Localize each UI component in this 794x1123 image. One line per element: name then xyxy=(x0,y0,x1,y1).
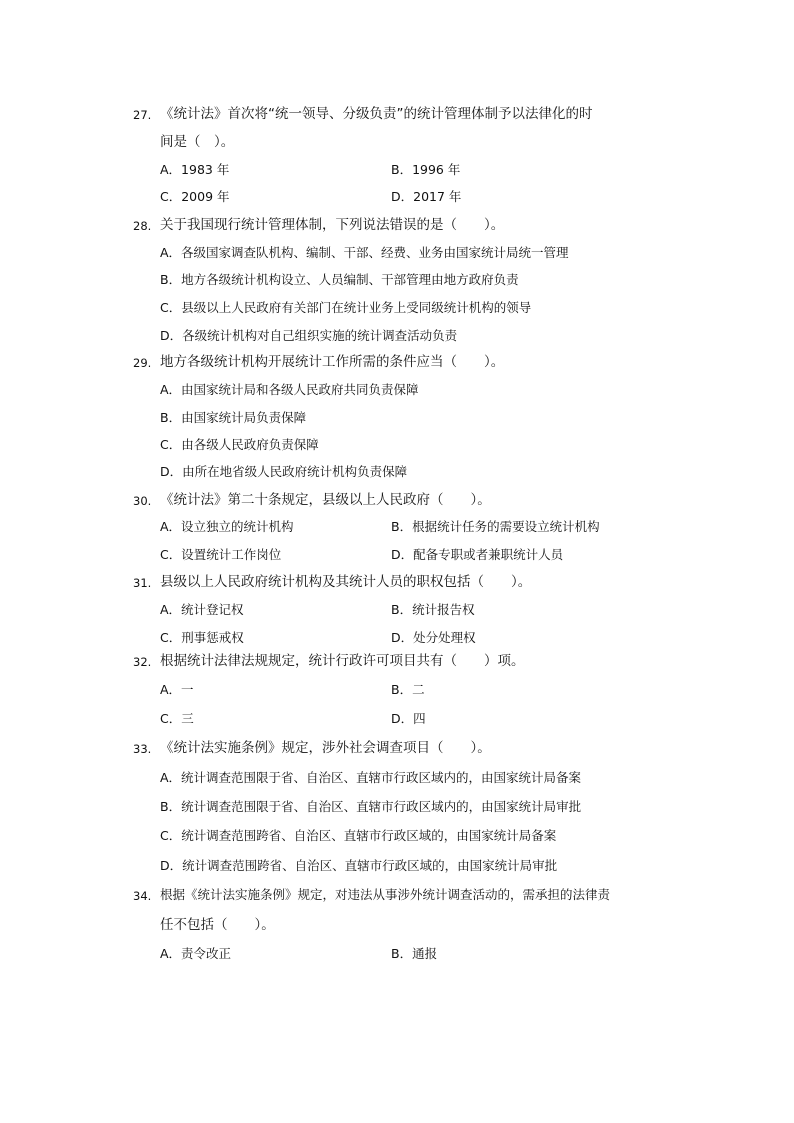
option-b: B．二 xyxy=(391,682,425,697)
question-number: 34. xyxy=(133,889,152,903)
question-stem: 《统计法实施条例》规定，涉外社会调查项目（ ）。 xyxy=(160,740,491,756)
question-number: 28. xyxy=(133,219,152,233)
option-b: B．地方各级统计机构设立、人员编制、干部管理由地方政府负责 xyxy=(160,272,519,287)
question-stem: 县级以上人民政府统计机构及其统计人员的职权包括（ ）。 xyxy=(160,574,532,590)
question-stem: 根据《统计法实施条例》规定，对违法从事涉外统计调查活动的，需承担的法律责 xyxy=(160,887,611,902)
question-number: 31. xyxy=(133,576,152,590)
option-d: D．由所在地省级人民政府统计机构负责保障 xyxy=(160,464,408,479)
option-b: B．由国家统计局负责保障 xyxy=(160,410,307,425)
option-c: C．刑事惩戒权 xyxy=(160,630,244,645)
question-number: 33. xyxy=(133,742,152,756)
question-number: 32. xyxy=(133,655,152,669)
option-b: B．1996 年 xyxy=(391,162,461,177)
option-a: A．统计登记权 xyxy=(160,602,244,617)
question-number: 27. xyxy=(133,108,152,122)
option-c: C．县级以上人民政府有关部门在统计业务上受同级统计机构的领导 xyxy=(160,300,532,315)
question-number: 29. xyxy=(133,356,152,370)
question-stem: 关于我国现行统计管理体制，下列说法错误的是（ ）。 xyxy=(160,217,505,233)
option-d: D．处分处理权 xyxy=(391,630,476,645)
question-stem: 《统计法》首次将“统一领导、分级负责”的统计管理体制予以法律化的时 xyxy=(160,106,593,122)
option-d: D．配备专职或者兼职统计人员 xyxy=(391,547,564,562)
option-a: A．各级国家调查队机构、编制、干部、经费、业务由国家统计局统一管理 xyxy=(160,245,569,260)
question-stem: 根据统计法律法规规定，统计行政许可项目共有（ ）项。 xyxy=(160,653,525,669)
question-number: 30. xyxy=(133,494,152,508)
option-a: A．统计调查范围限于省、自治区、直辖市行政区域内的，由国家统计局备案 xyxy=(160,770,582,785)
option-a: A．责令改正 xyxy=(160,946,232,961)
option-c: C．统计调查范围跨省、自治区、直辖市行政区域的，由国家统计局备案 xyxy=(160,828,557,843)
option-d: D．四 xyxy=(391,711,426,726)
question-stem: 《统计法》第二十条规定，县级以上人民政府（ ）。 xyxy=(160,492,491,508)
option-c: C．三 xyxy=(160,711,194,726)
option-d: D．统计调查范围跨省、自治区、直辖市行政区域的，由国家统计局审批 xyxy=(160,858,558,873)
option-a: A．一 xyxy=(160,682,194,697)
option-b: B．通报 xyxy=(391,946,438,961)
option-b: B．根据统计任务的需要设立统计机构 xyxy=(391,519,600,534)
option-d: D．各级统计机构对自己组织实施的统计调查活动负责 xyxy=(160,328,458,343)
option-c: C．由各级人民政府负责保障 xyxy=(160,437,319,452)
option-c: C．2009 年 xyxy=(160,189,230,204)
question-stem: 地方各级统计机构开展统计工作所需的条件应当（ ）。 xyxy=(160,354,505,370)
option-c: C．设置统计工作岗位 xyxy=(160,547,282,562)
option-b: B．统计调查范围限于省、自治区、直辖市行政区域内的，由国家统计局审批 xyxy=(160,799,582,814)
option-a: A．由国家统计局和各级人民政府共同负责保障 xyxy=(160,382,419,397)
option-a: A．设立独立的统计机构 xyxy=(160,519,294,534)
question-stem-continued: 任不包括（ ）。 xyxy=(160,917,275,933)
question-stem-continued: 间是（ ）。 xyxy=(160,134,235,150)
option-b: B．统计报告权 xyxy=(391,602,475,617)
option-a: A．1983 年 xyxy=(160,162,230,177)
option-d: D．2017 年 xyxy=(391,189,462,204)
